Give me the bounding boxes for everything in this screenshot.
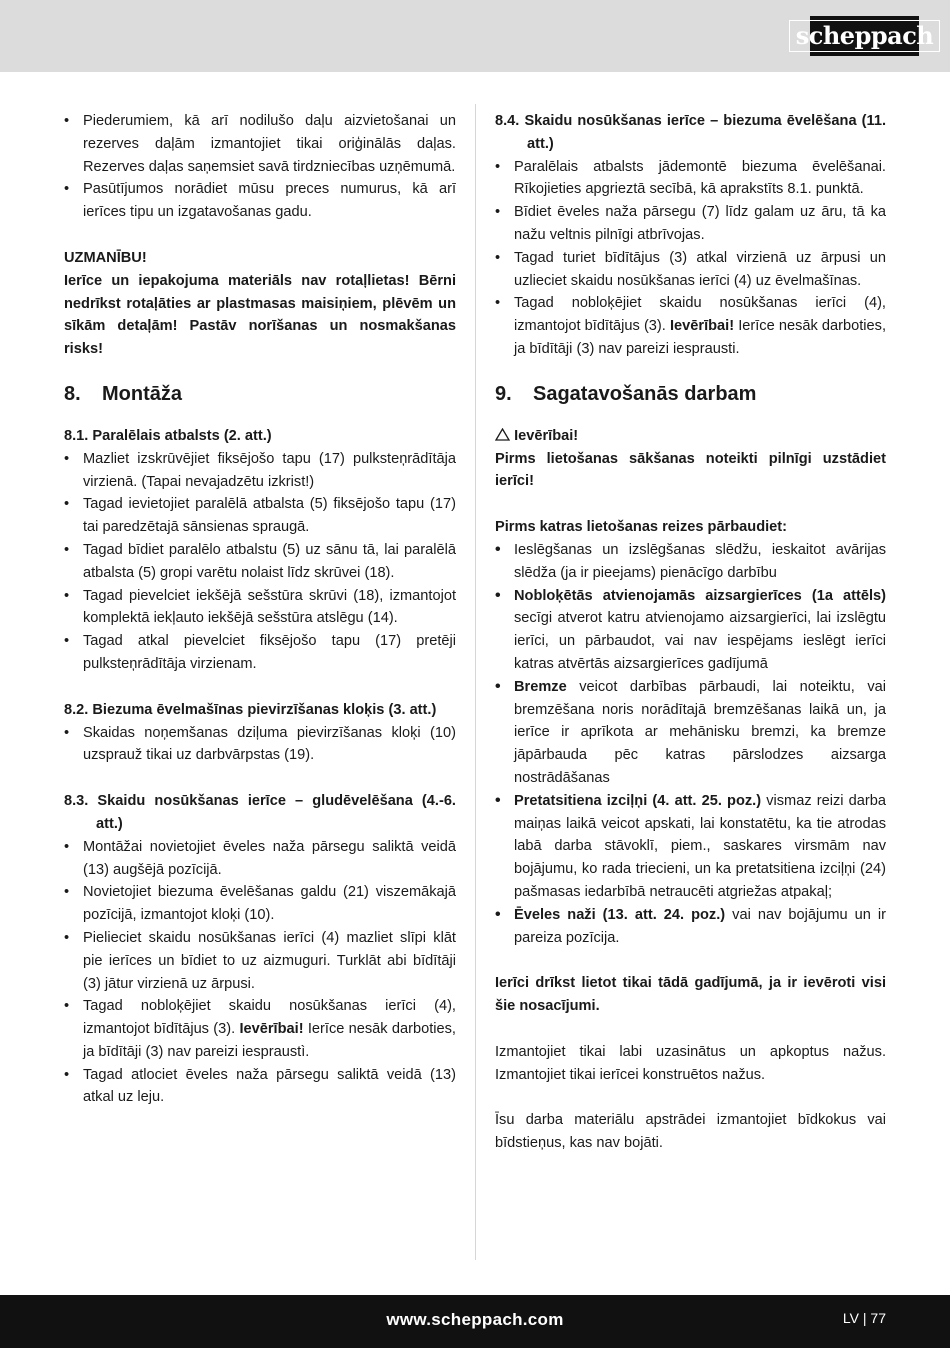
subsection-8-2-title: 8.2. Biezuma ēvelmašīnas pievirzīšanas kloķis (3. att.) (64, 701, 437, 718)
language-code: LV (842, 1310, 859, 1326)
warning-triangle-icon (495, 428, 510, 441)
attention-text: Pirms lietošanas sākšanas noteikti pilnīgi uzstādiet ierīci! (495, 450, 886, 490)
warning-text: Ierīce un iepakojuma materiāls nav rotaļlietas! Bērni nedrīkst rotaļāties ar plastmasas maisiņiem, plēvēm un sīkām detaļām! Pastāv norīšanas un nosmakšanas risks! (64, 272, 456, 358)
subsection-8-4-title: 8.4. Skaidu nosūkšanas ierīce – biezuma ēvelēšana (11. att.) (495, 113, 886, 152)
intro-bullet-list (64, 110, 456, 224)
list-item: • Pielieciet skaidu nosūkšanas ierīci (4) mazliet slīpi klāt pie ierīces un bīdiet to uz aizmuguri. Turklāt abi bīdītāji (3) jātur virzienā uz ārpusi. (64, 927, 456, 995)
list-item: • Ieslēgšanas un izslēgšanas slēdžu, ieskaitot avārijas slēdža (ja ir pieejams) pienācīgo darbību (495, 539, 886, 585)
attention-label: Ievērībai! (239, 1021, 304, 1038)
list-item (495, 790, 886, 904)
item-label: Nobloķētās atvienojamās aizsargierīces (1a attēls) (514, 587, 886, 604)
section-8-heading (64, 381, 456, 407)
brand-logo-text: scheppach (789, 20, 941, 52)
subsection-8-3-list (64, 836, 456, 1110)
page-number: 77 (870, 1310, 886, 1326)
footer-band (0, 1295, 950, 1348)
item-label: Bremze (514, 678, 567, 695)
left-column (64, 110, 456, 1109)
subsection-8-1-list (64, 448, 456, 676)
list-item: • Bīdiet ēveles naža pārsegu (7) līdz galam uz āru, tā ka nažu veltnis pilnīgi atbrīvojas. (495, 201, 886, 247)
list-item (495, 292, 886, 360)
section-title: Sagatavošanās darbam (533, 382, 757, 405)
attention-label: Ievērībai! (669, 318, 735, 335)
list-item (495, 676, 886, 790)
section-title: Montāža (102, 382, 182, 405)
brand-logo (795, 16, 934, 56)
item-text: veicot darbības pārbaudi, lai noteiktu, vai bremzēšana noris norādītajā bremzēšanas laikā un, ja ierīce ir aprīkota ar mehānisku bremzi, ka bremze jāpārbauda pēc katras pārslodzes aizsarga nostrādāšanas (514, 678, 886, 786)
list-item (495, 585, 886, 676)
check-title: Pirms katras lietošanas reizes pārbaudiet: (495, 519, 788, 536)
list-item: • Tagad pievelciet iekšējā sešstūra skrūvi (18), izmantojot komplektā iekļauto iekšējā sešstūra atslēgu (14). (64, 585, 456, 631)
section-number: 9. (495, 382, 512, 405)
item-text: secīgi atverot katru atvienojamo aizsargierīci, lai izslēgtu ierīci, un pārbaudot, vai nav iespējams ieslēgt ierīci katras atvērtās aizsargierīces gadījumā (514, 610, 886, 672)
section-9-heading (495, 381, 886, 407)
list-item: • Tagad bīdiet paralēlo atbalstu (5) uz sānu tā, lai paralēlā atbalsta (5) gropi varētu nolaist līdz skrūvei (18). (64, 539, 456, 585)
subsection-8-4-list (495, 156, 886, 361)
item-text: Ierīce nesāk darboties, ja bīdītāji (3) nav pareizi iespraustì. (83, 1021, 456, 1060)
section-number: 8. (64, 382, 81, 405)
item-text: Ierīce nesāk darboties, ja bīdītāji (3) nav pareizi iesprausti. (514, 318, 887, 357)
footer-website-link[interactable]: www.scheppach.com (386, 1310, 564, 1329)
list-item: • Skaidas noņemšanas dziļuma pievirzīšanas kloķi (10) uzsprauž tikai uz darbvārpstas (19). (64, 722, 456, 768)
list-item: • Tagad ievietojiet paralēlā atbalsta (5) fiksējošo tapu (17) tai paredzētajā sānsienas spraugā. (64, 493, 456, 539)
list-item (64, 995, 456, 1063)
item-label: Pretatsitiena izciļņi (4. att. 25. poz.) (514, 792, 762, 809)
subsection-8-3-title: 8.3. Skaidu nosūkšanas ierīce – gludēvelēšana (4.-6. att.) (64, 793, 456, 832)
conditions-note: Ierīci drīkst lietot tikai tādā gadījumā, ja ir ievēroti visi šie nosacījumi. (495, 975, 886, 1015)
item-text: vismaz reizi darba maiņas laikā veicot apskati, lai konstatētu, ka tie atrodas labā darba stāvoklī, piem., saskares virsmām nav bojājumu, ko rada triecieni, un ka pretatsitiena izciļņi (24) pašmasas iedarbībā netraucēti atgriežas atpakaļ; (514, 792, 886, 900)
warning-title: UZMANĪBU! (64, 249, 147, 266)
list-item: • Mazliet izskrūvējiet fiksējošo tapu (17) pulksteņrādītāja virzienā. (Tapai nevajadzētu izkrist!) (64, 448, 456, 494)
list-item: • Tagad atlociet ēveles naža pārsegu saliktā veidā (13) atkal uz leju. (64, 1064, 456, 1110)
right-column (495, 110, 886, 1155)
list-item: • Novietojiet biezuma ēvelēšanas galdu (21) viszemākajā pozīcijā, izmantojot kloķi (10). (64, 881, 456, 927)
column-divider (475, 104, 476, 1260)
check-list (495, 539, 886, 949)
attention-title: Ievērībai! (514, 427, 579, 444)
list-item (495, 904, 886, 950)
subsection-8-2-list (64, 722, 456, 768)
item-text: vai nav bojājumu un ir pareiza pozīcija. (514, 906, 886, 946)
top-band (0, 0, 950, 72)
item-text: Tagad nobloķējiet skaidu nosūkšanas ierīci (4), izmantojot bīdītājus (3). (83, 998, 456, 1038)
list-item: • Tagad atkal pievelciet fiksējošo tapu (17) pretēji pulksteņrādītāja virzienam. (64, 630, 456, 676)
list-item: • Tagad turiet bīdītājus (3) atkal virzienā uz ārpusi un uzlieciet skaidu nosūkšanas ierīci (4) uz ēvelmašīnas. (495, 247, 886, 293)
list-item: • Pasūtījumos norādiet mūsu preces numurus, kā arī ierīces tipu un izgatavošanas gadu. (64, 178, 456, 224)
subsection-8-1-title: 8.1. Paralēlais atbalsts (2. att.) (64, 427, 272, 444)
attention-heading (495, 425, 886, 448)
item-text: Tagad nobloķējiet skaidu nosūkšanas ierīci (4), izmantojot bīdītājus (3). (514, 295, 886, 335)
list-item: • Piederumiem, kā arī nodilušo daļu aizvietošanai un rezerves daļām izmantojiet tikai oriģinālās daļas. Rezerves daļas saņemsiet savā tirdzniecības uzņēmumā. (64, 110, 456, 178)
footer-page-marker: LV | 77 (842, 1310, 886, 1326)
item-label: Ēveles naži (13. att. 24. poz.) (514, 906, 726, 923)
paragraph: Izmantojiet tikai labi uzasinātus un apkoptus nažus. Izmantojiet tikai ierīcei konstruētos nažus. (495, 1043, 886, 1083)
list-item: • Paralēlais atbalsts jādemontē biezuma ēvelēšanai. Rīkojieties apgrieztā secībā, kā aprakstīts 8.1. punktā. (495, 156, 886, 202)
list-item: • Montāžai novietojiet ēveles naža pārsegu saliktā veidā (13) augšējā pozīcijā. (64, 836, 456, 882)
paragraph: Īsu darba materiālu apstrādei izmantojiet bīdkokus vai bīdstieņus, kas nav bojāti. (495, 1112, 886, 1152)
